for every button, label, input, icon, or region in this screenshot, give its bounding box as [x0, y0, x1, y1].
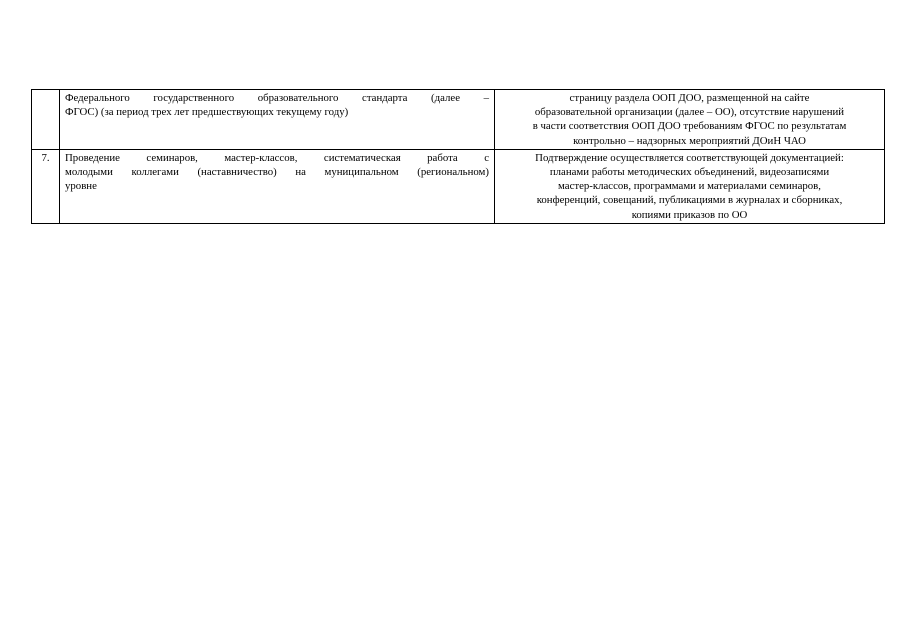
confirmation-text-line: страницу раздела ООП ДОО, размещенной на сайте [569, 92, 810, 104]
criteria-table [31, 89, 885, 224]
confirmation-cell [495, 149, 885, 223]
confirmation-text-line: конференций, совещаний, публикациями в журналах и сборниках, [536, 194, 843, 207]
confirmation-text-line: в части соответствия ООП ДОО требованиям ФГОС по результатам [532, 120, 847, 133]
confirmation-text-line: мастер-классов, программами и материалами семинаров, [558, 180, 821, 193]
row-number [32, 90, 60, 150]
row-number: 7. [32, 149, 60, 223]
table-row [32, 149, 885, 223]
confirmation-text-line: копиями приказов по ОО [631, 208, 748, 221]
confirmation-text-line: Подтверждение осуществляется соответствующей документацией: [535, 151, 844, 164]
criterion-text-line: молодыми коллегами (наставничество) на муниципальном (региональном) [65, 166, 489, 179]
criterion-text-line: ФГОС) (за период трех лет предшествующих текущему году) [65, 106, 349, 119]
criterion-text-line: Федерального государственного образовательного стандарта (далее – [65, 92, 489, 104]
confirmation-text-line: контрольно – надзорных мероприятий ДОиН ЧАО [573, 134, 806, 147]
table-row [32, 90, 885, 150]
criterion-cell [60, 149, 495, 223]
criterion-cell [60, 90, 495, 150]
confirmation-text-line: планами работы методических объединений, видеозаписями [549, 166, 830, 179]
criterion-text-line: уровне [65, 180, 97, 193]
confirmation-cell [495, 90, 885, 150]
criterion-text-line: Проведение семинаров, мастер-классов, систематическая работа с [65, 151, 489, 164]
confirmation-text-line: образовательной организации (далее – ОО), отсутствие нарушений [534, 106, 845, 119]
